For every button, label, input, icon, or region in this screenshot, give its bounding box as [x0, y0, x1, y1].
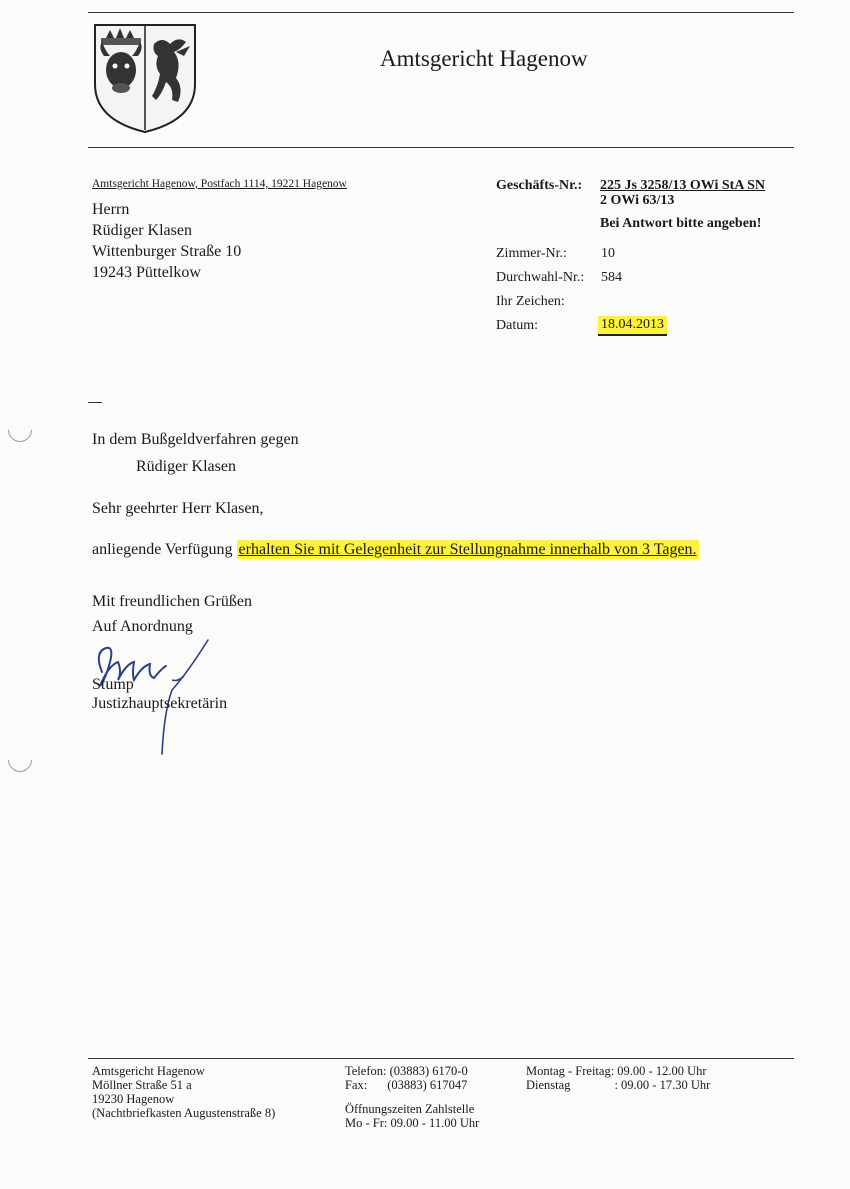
punch-hole-mark: [3, 413, 37, 447]
footer-address-line: (Nachtbriefkasten Augustenstraße 8): [92, 1106, 276, 1120]
footer-cashier-title: Öffnungszeiten Zahlstelle: [345, 1102, 475, 1116]
footer-address-line: Amtsgericht Hagenow: [92, 1064, 205, 1078]
extension-value: 584: [601, 270, 622, 285]
file-number-1: 225 Js 3258/13 OWi StA SN: [600, 178, 766, 193]
your-reference-label: Ihr Zeichen:: [496, 294, 565, 309]
footer-cashier-hours: Mo - Fr: 09.00 - 11.00 Uhr: [345, 1116, 480, 1130]
extension-label: Durchwahl-Nr.:: [496, 270, 585, 285]
greeting: Sehr geehrter Herr Klasen,: [92, 500, 264, 517]
court-name-heading: Amtsgericht Hagenow: [380, 46, 588, 71]
main-paragraph: [92, 541, 699, 559]
footer-fax-value: (03883) 617047: [387, 1078, 468, 1092]
footer-hours: [526, 1064, 710, 1092]
date-label: Datum:: [496, 318, 538, 333]
footer-address-line: Möllner Straße 51 a: [92, 1078, 192, 1092]
room-label: Zimmer-Nr.:: [496, 246, 567, 261]
fold-mark: [88, 402, 102, 403]
main-text-plain: anliegende Verfügung: [92, 541, 237, 558]
defendant-name: Rüdiger Klasen: [136, 458, 236, 475]
top-rule: [88, 12, 794, 13]
coat-of-arms-logo: [92, 22, 198, 134]
date-value: 18.04.2013: [598, 316, 667, 336]
footer-contact: [345, 1064, 479, 1130]
proceeding-line: In dem Bußgeldverfahren gegen: [92, 431, 299, 448]
header-rule: [88, 147, 794, 148]
footer-phone: Telefon: (03883) 6170-0: [345, 1064, 468, 1078]
signer-name: Stump: [92, 676, 134, 693]
footer-address: [92, 1064, 275, 1120]
by-order: Auf Anordnung: [92, 618, 193, 635]
file-number-2: 2 OWi 63/13: [600, 193, 675, 208]
footer-hours-weekdays: Montag - Freitag: 09.00 - 12.00 Uhr: [526, 1064, 707, 1078]
room-value: 10: [601, 246, 615, 261]
file-number-label: Geschäfts-Nr.:: [496, 178, 583, 193]
main-text-highlight: erhalten Sie mit Gelegenheit zur Stellungnahme innerhalb von 3 Tagen.: [238, 541, 697, 558]
footer-address-line: 19230 Hagenow: [92, 1092, 175, 1106]
footer-fax-label: Fax:: [345, 1078, 368, 1092]
footer-hours-tuesday-time: : 09.00 - 17.30 Uhr: [614, 1078, 711, 1092]
closing: Mit freundlichen Grüßen: [92, 593, 252, 610]
punch-hole-mark: [3, 743, 37, 777]
reply-note: Bei Antwort bitte angeben!: [600, 216, 762, 231]
sender-return-address: Amtsgericht Hagenow, Postfach 1114, 19221 Hagenow: [92, 178, 347, 190]
recipient-salutation: Herrn: [92, 201, 130, 218]
recipient-name: Rüdiger Klasen: [92, 222, 192, 239]
recipient-address: [92, 199, 241, 283]
signer-title: Justizhauptsekretärin: [92, 695, 228, 712]
footer-hours-tuesday-label: Dienstag: [526, 1078, 571, 1092]
footer-rule: [88, 1058, 794, 1059]
recipient-city: 19243 Püttelkow: [92, 264, 201, 281]
recipient-street: Wittenburger Straße 10: [92, 243, 242, 260]
